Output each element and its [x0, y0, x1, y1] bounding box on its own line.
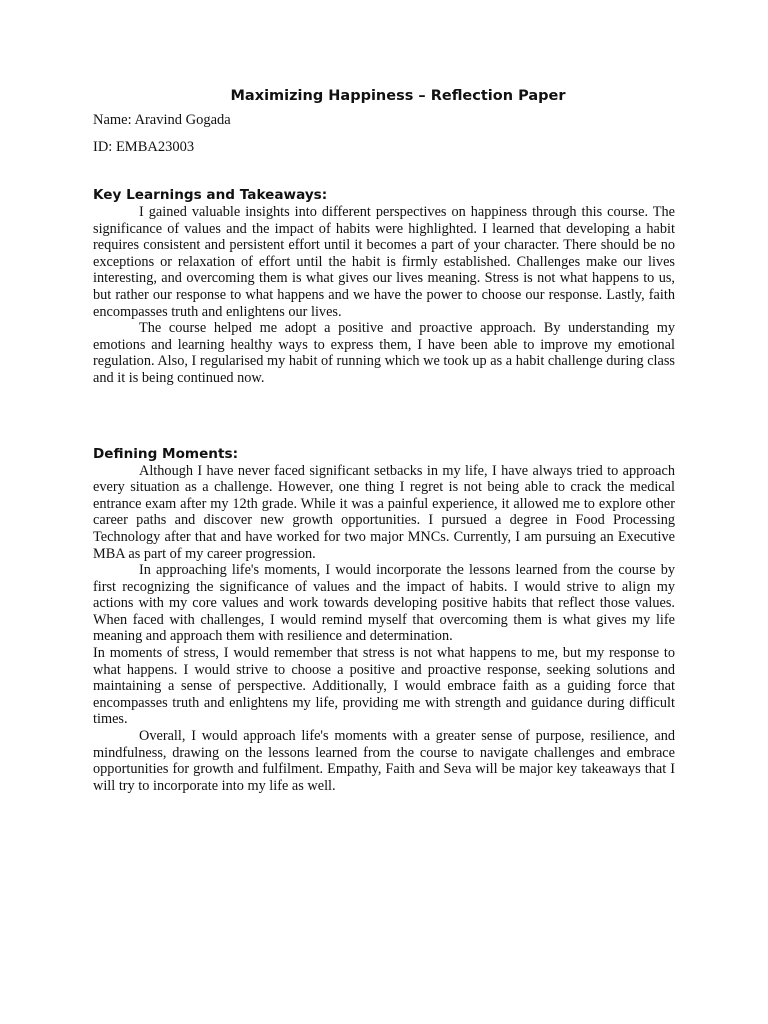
paragraph: I gained valuable insights into different perspectives on happiness through this course. The significance of values and the impact of habits were highlighted. I learned that developing a habit requires consistent and persistent effort until it becomes a part of your character. There should be no exceptions or relaxation of effort until the habit is firmly established. Challenges make our lives interesting, and overcoming them is what gives our lives meaning. Stress is not what happens to us, but rather our response to what happens and we have the power to choose our response. Lastly, faith encompasses truth and enlightens our lives.: [93, 204, 675, 320]
paragraph: In moments of stress, I would remember that stress is not what happens to me, but my response to what happens. I would strive to choose a positive and proactive response, seeking solutions and maintaining a sense of perspective. Additionally, I would embrace faith as a guiding force that encompasses truth and enlightens my life, providing me with strength and guidance during difficult times.: [93, 645, 675, 728]
paragraph: Although I have never faced significant setbacks in my life, I have always tried to approach every situation as a challenge. However, one thing I regret is not being able to crack the medical entrance exam after my 12th grade. While it was a painful experience, it allowed me to explore other career paths and discover new growth opportunities. I pursued a degree in Food Processing Technology after that and have worked for two major MNCs. Currently, I am pursuing an Executive MBA as part of my career progression.: [93, 462, 675, 562]
section-heading-defining-moments: Defining Moments:: [93, 445, 239, 462]
student-id: ID: EMBA23003: [93, 139, 195, 155]
author-name: Name: Aravind Gogada: [93, 112, 231, 128]
section-heading-key-learnings: Key Learnings and Takeaways:: [93, 187, 328, 203]
paragraph: The course helped me adopt a positive and proactive approach. By understanding my emotions and learning healthy ways to express them, I have been able to improve my emotional regulation. Also, I regularised my habit of running which we took up as a habit challenge during class and it is being continued now.: [93, 320, 675, 386]
paragraph: Overall, I would approach life's moments with a greater sense of purpose, resilience, and mindfulness, drawing on the lessons learned from the course to navigate challenges and embrace opportunities for growth and fulfilment. Empathy, Faith and Seva will be major key takeaways that I will try to incorporate into my life as well.: [93, 728, 675, 794]
paragraph: In approaching life's moments, I would incorporate the lessons learned from the course by first recognizing the significance of values and the impact of habits. I would strive to align my actions with my core values and work towards developing positive habits that reflect those values. When faced with challenges, I would remind myself that overcoming them is what gives my life meaning and approach them with resilience and determination.: [93, 562, 675, 645]
document-title: Maximizing Happiness – Reflection Paper: [230, 88, 566, 104]
document-page: [93, 80, 675, 794]
